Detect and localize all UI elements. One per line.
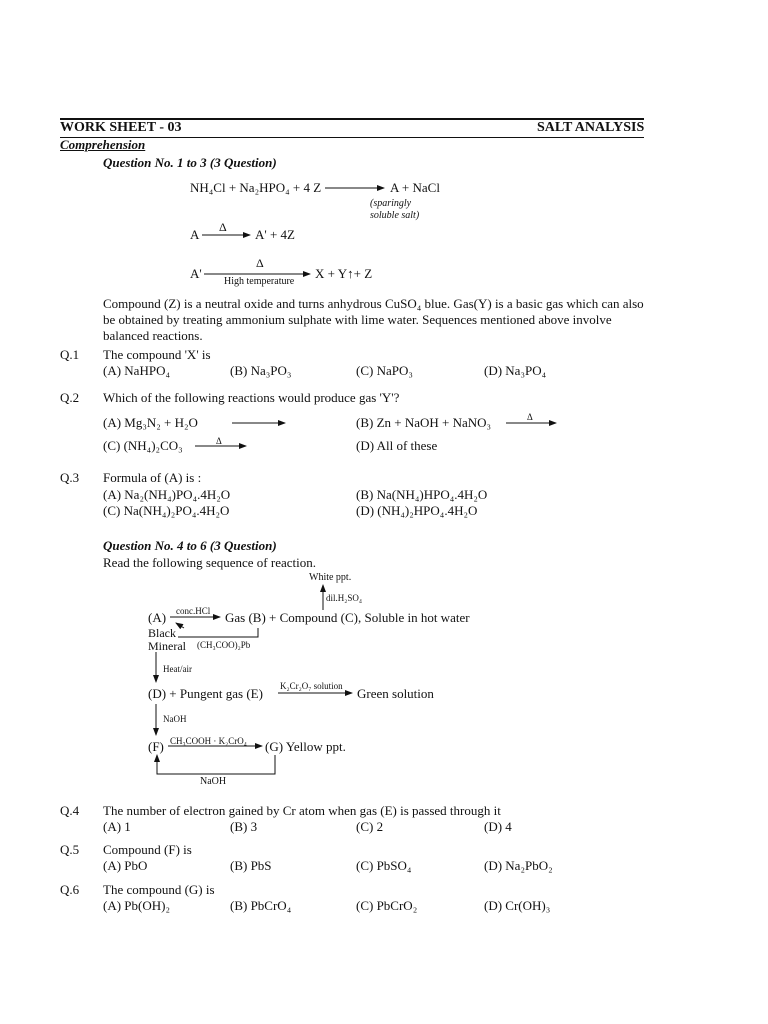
q6-text: The compound (G) is (103, 882, 215, 897)
lead-acetate-arrowhead (176, 623, 184, 628)
lead-acetate-label: (CH₃COO)₂Pb (197, 640, 251, 650)
q5-number: Q.5 (60, 842, 80, 857)
q1-option-a[interactable]: (A) NaHPO₄ (103, 363, 170, 378)
q3-number: Q.3 (60, 470, 80, 485)
q1-option-d[interactable]: (D) Na₃PO₄ (484, 363, 547, 378)
lead-acetate-return (178, 628, 258, 637)
compound-f-label: (F) (148, 739, 164, 754)
eq3-condition: Δ (256, 256, 264, 270)
q2-option-a[interactable]: (A) Mg₃N₂ + H₂O (103, 415, 198, 430)
q6-option-a[interactable]: (A) Pb(OH)₂ (103, 898, 170, 913)
white-ppt-label: White ppt. (309, 572, 352, 583)
q5-option-b[interactable]: (B) PbS (230, 858, 272, 873)
compound-a-label: (A) (148, 610, 167, 625)
naoh-loop (157, 755, 275, 774)
q3-option-d[interactable]: (D) (NH₄)₂HPO₄.4H₂O (356, 503, 478, 518)
passage2-intro: Read the following sequence of reaction. (103, 555, 316, 570)
q2-option-d[interactable]: (D) All of these (356, 438, 438, 453)
worksheet-title: WORK SHEET - 03 (60, 120, 182, 135)
eq3-rhs: X + Y↑+ Z (315, 266, 373, 281)
passage2-heading: Question No. 4 to 6 (3 Question) (103, 538, 277, 553)
q6-number: Q.6 (60, 882, 80, 897)
dil-h2so4-label: dil.H₂SO₄ (326, 593, 363, 603)
q2-number: Q.2 (60, 390, 80, 405)
d-pungent-gas-line: (D) + Pungent gas (E) (148, 686, 263, 701)
q3-option-a[interactable]: (A) Na₂(NH₄)PO₄.4H₂O (103, 487, 231, 502)
q6-option-d[interactable]: (D) Cr(OH)₃ (484, 898, 551, 913)
q5-option-c[interactable]: (C) PbSO₄ (356, 858, 412, 873)
passage1-heading: Question No. 1 to 3 (3 Question) (103, 155, 277, 170)
q1-option-b[interactable]: (B) Na₃PO₃ (230, 363, 292, 378)
q3-text: Formula of (A) is : (103, 470, 202, 485)
eq2-lhs: A (190, 227, 200, 242)
eq2-condition: Δ (219, 220, 227, 234)
q4-option-a[interactable]: (A) 1 (103, 819, 131, 834)
eq3-lhs: A' (190, 266, 202, 281)
eq2-rhs: A' + 4Z (255, 227, 296, 242)
q1-text: The compound 'X' is (103, 347, 211, 362)
eq1-lhs: NH₄Cl + Na₂HPO₄ + 4 Z (190, 180, 322, 195)
q6-option-b[interactable]: (B) PbCrO₄ (230, 898, 292, 913)
eq1-rhs: A + NaCl (390, 180, 440, 195)
mineral-label: Mineral (148, 639, 186, 653)
green-solution-label: Green solution (357, 686, 434, 701)
q5-text: Compound (F) is (103, 842, 192, 857)
q1-number: Q.1 (60, 347, 80, 362)
subject-title: SALT ANALYSIS (537, 120, 645, 135)
naoh-label-1: NaOH (163, 714, 187, 724)
eq1-note-1: (sparingly (370, 198, 412, 209)
q5-option-d[interactable]: (D) Na₂PbO₂ (484, 858, 553, 873)
heat-air-label: Heat/air (163, 664, 192, 674)
q4-option-d[interactable]: (D) 4 (484, 819, 512, 834)
q6-option-c[interactable]: (C) PbCrO₂ (356, 898, 418, 913)
q4-option-c[interactable]: (C) 2 (356, 819, 384, 834)
q3-option-b[interactable]: (B) Na(NH₄)HPO₄.4H₂O (356, 487, 488, 502)
dichromate-label: K₂Cr₂O₇ solution (280, 681, 343, 691)
passage1-text: Compound (Z) is a neutral oxide and turns anhydrous CuSO₄ blue. Gas(Y) is a basic gas which can also be obtained by treating ammonium sulphate with lime water. Sequences mentioned above involve balanced reactions. (103, 296, 644, 343)
eq1-note-2: soluble salt) (370, 210, 420, 221)
chromate-label: CH₃COOH · K₂CrO₄ (170, 736, 247, 746)
gas-b-line: Gas (B) + Compound (C), Soluble in hot water (225, 610, 470, 625)
q2-option-c-condition: Δ (216, 436, 222, 446)
q2-option-b[interactable]: (B) Zn + NaOH + NaNO₃ (356, 415, 492, 430)
q1-option-c[interactable]: (C) NaPO₃ (356, 363, 413, 378)
q4-text: The number of electron gained by Cr atom when gas (E) is passed through it (103, 803, 501, 818)
q4-option-b[interactable]: (B) 3 (230, 819, 258, 834)
q2-option-b-condition: Δ (527, 412, 533, 422)
conc-hcl-label: conc.HCl (176, 606, 211, 616)
q5-option-a[interactable]: (A) PbO (103, 858, 148, 873)
black-label: Black (148, 626, 176, 640)
q2-option-c[interactable]: (C) (NH₄)₂CO₃ (103, 438, 183, 453)
q2-text: Which of the following reactions would produce gas 'Y'? (103, 390, 400, 405)
q4-number: Q.4 (60, 803, 80, 818)
eq3-below: High temperature (224, 276, 295, 287)
q3-option-c[interactable]: (C) Na(NH₄)₂PO₄.4H₂O (103, 503, 230, 518)
section-comprehension: Comprehension (60, 137, 146, 152)
g-yellow-ppt-label: (G) Yellow ppt. (265, 739, 346, 754)
naoh-label-2: NaOH (200, 776, 227, 787)
